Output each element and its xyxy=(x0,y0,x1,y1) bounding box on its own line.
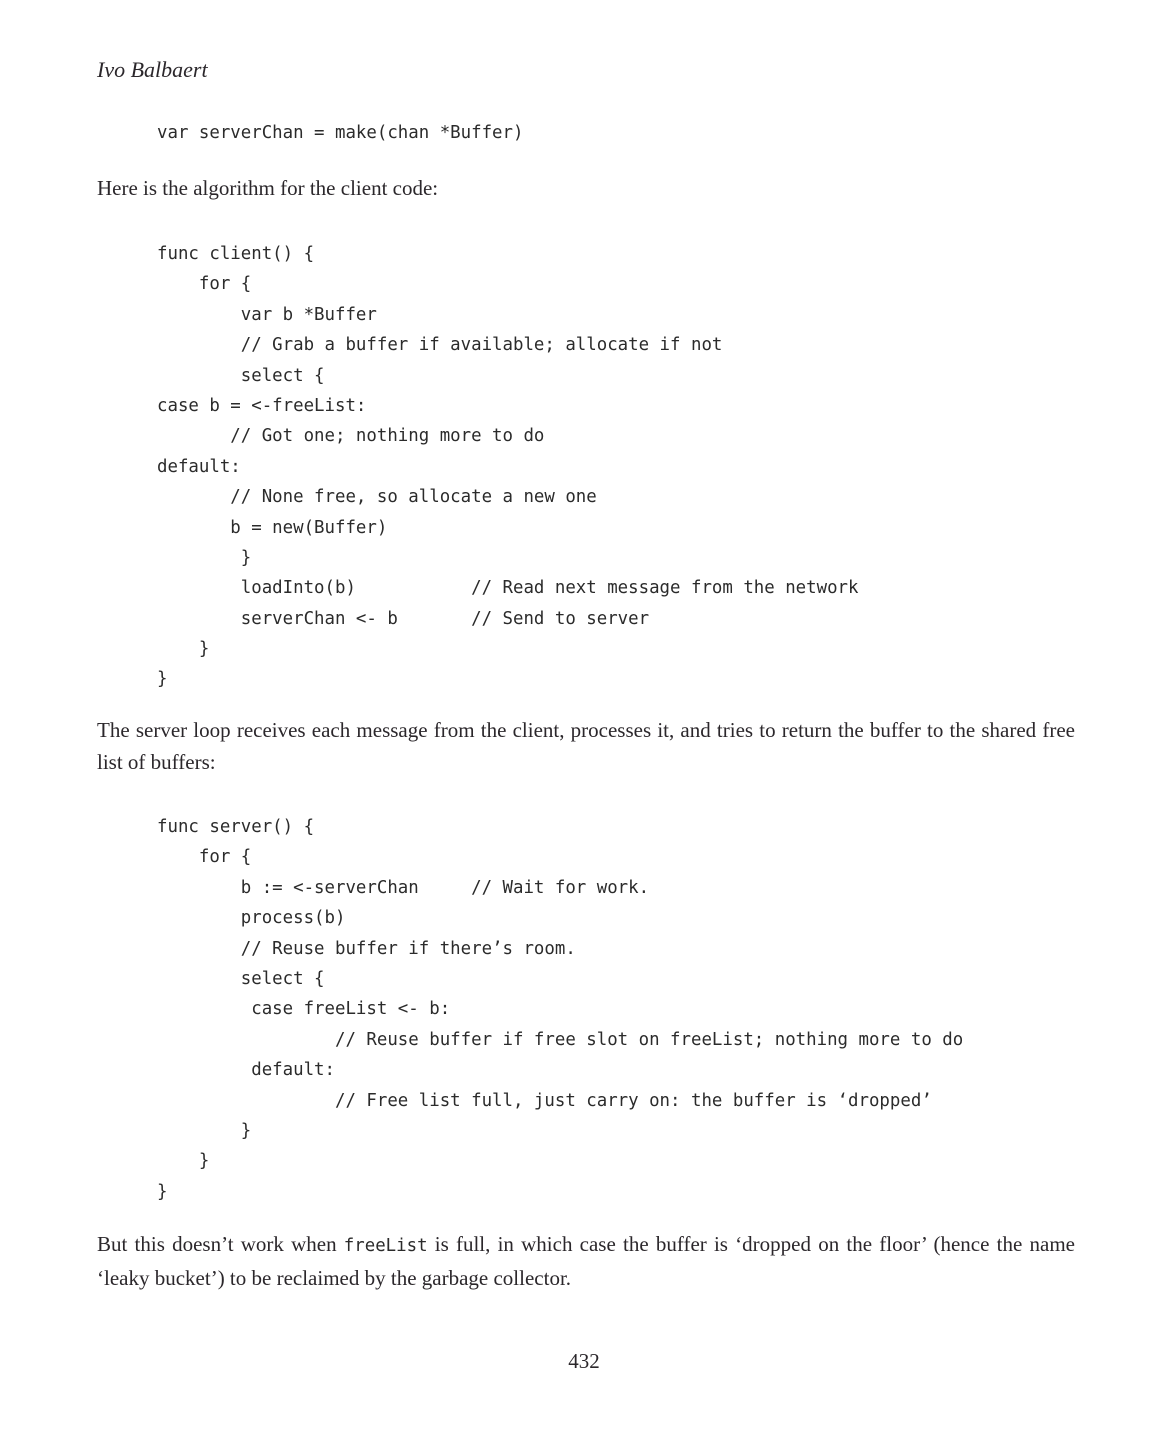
code-line: } xyxy=(157,547,252,568)
page-number: 432 xyxy=(568,1349,600,1373)
code-line: serverChan <- b // Send to server xyxy=(157,608,650,629)
code-snippet-serverchan-declaration xyxy=(157,118,523,148)
code-line: select { xyxy=(157,365,325,386)
code-line: func client() { xyxy=(157,244,315,264)
closing-paragraph-text-before: But this doesn’t work when xyxy=(97,1232,344,1256)
code-line: b := <-serverChan // Wait for work. xyxy=(157,877,650,898)
code-line: select { xyxy=(157,968,325,989)
code-line: func server() { xyxy=(157,817,315,837)
code-line: // Grab a buffer if available; allocate if not xyxy=(157,335,723,356)
code-line: var b *Buffer xyxy=(157,304,377,325)
client-code-block xyxy=(157,239,859,695)
code-line: } xyxy=(157,1120,252,1141)
code-line: } xyxy=(157,1151,210,1172)
code-line: } xyxy=(157,639,210,660)
code-line: // None free, so allocate a new one xyxy=(157,487,597,508)
code-line: // Got one; nothing more to do xyxy=(157,426,545,447)
code-line: default: xyxy=(157,1060,335,1081)
code-line: case freeList <- b: xyxy=(157,999,451,1020)
inline-code-freelist: freeList xyxy=(343,1236,428,1256)
code-line: // Reuse buffer if there’s room. xyxy=(157,938,576,959)
code-line: for { xyxy=(157,274,252,295)
code-line: // Free list full, just carry on: the buffer is ‘dropped’ xyxy=(157,1090,932,1111)
code-line: } xyxy=(157,669,168,690)
code-line: var serverChan = make(chan *Buffer) xyxy=(157,123,524,143)
code-line: default: xyxy=(157,456,241,477)
server-code-block xyxy=(157,812,963,1207)
code-line: for { xyxy=(157,847,252,868)
code-line: b = new(Buffer) xyxy=(157,517,388,538)
code-line: case b = <-freeList: xyxy=(157,395,367,416)
code-line: } xyxy=(157,1181,168,1202)
closing-paragraph xyxy=(97,1228,1075,1294)
server-intro-paragraph: The server loop receives each message from the client, processes it, and tries to return the buffer to the shared free list of buffers: xyxy=(97,718,1075,774)
client-intro-paragraph: Here is the algorithm for the client code: xyxy=(97,176,439,200)
code-line: loadInto(b) // Read next message from the network xyxy=(157,578,859,599)
closing-paragraph-text-after: is full, in which case the buffer is ‘dropped on the floor’ (hence the name ‘leaky bucket’) to be reclaimed by the garbage collector. xyxy=(97,1232,1075,1290)
author-running-header: Ivo Balbaert xyxy=(97,57,208,82)
code-line: // Reuse buffer if free slot on freeList; nothing more to do xyxy=(157,1029,964,1050)
code-line: process(b) xyxy=(157,908,346,929)
